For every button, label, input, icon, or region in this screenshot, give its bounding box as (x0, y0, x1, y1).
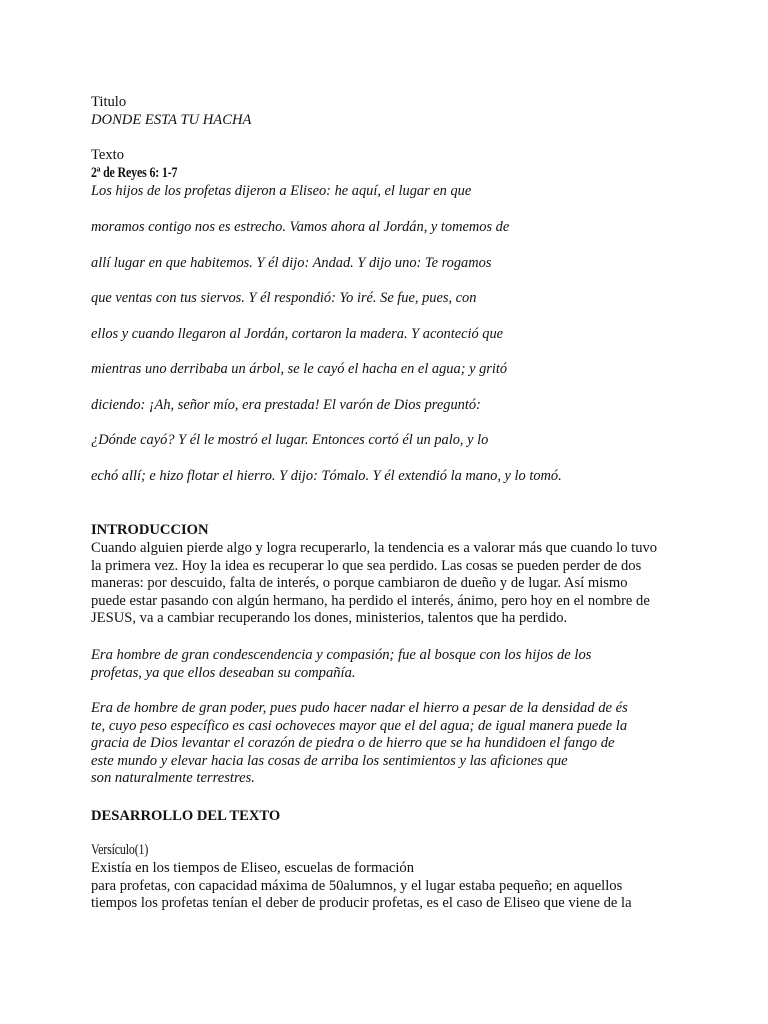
intro-p3-line: gracia de Dios levantar el corazón de piedra o de hierro que se ha hundidoen el fango de (91, 735, 615, 752)
desarrollo-line: para profetas, con capacidad máxima de 50alumnos, y el lugar estaba pequeño; en aquellos (91, 877, 623, 894)
desarrollo-line: tiempos los profetas tenían el deber de producir profetas, es el caso de Eliseo que viene de la (91, 895, 632, 912)
verse-line-4: que ventas con tus siervos. Y él respondió: Yo iré. Se fue, pues, con (91, 290, 477, 306)
intro-p1-line: Cuando alguien pierde algo y logra recuperarlo, la tendencia es a valorar más que cuando lo tuvo (91, 540, 658, 556)
introduccion-paragraph-3 (91, 700, 681, 788)
intro-p3-line: te, cuyo peso específico es casi ochoveces mayor que el del agua; de igual manera puede la (91, 717, 628, 734)
intro-p2-line: Era hombre de gran condescendencia y compasión; fue al bosque con los hijos de los (91, 647, 592, 663)
desarrollo-heading: DESARROLLO DEL TEXTO (91, 808, 281, 824)
texto-reference (91, 165, 196, 183)
desarrollo-paragraph (91, 860, 681, 913)
verse-line-3: allí lugar en que habitemos. Y él dijo: Andad. Y dijo uno: Te rogamos (91, 255, 492, 271)
titulo-label: Titulo (91, 94, 127, 110)
verse-line-5: ellos y cuando llegaron al Jordán, cortaron la madera. Y aconteció que (91, 326, 504, 342)
intro-p1-line: JESUS, va a cambiar recuperando los dones, ministerios, talentos que ha perdido. (91, 610, 568, 627)
desarrollo-line: Existía en los tiempos de Eliseo, escuelas de formación (91, 860, 415, 876)
introduccion-heading: INTRODUCCION (91, 522, 209, 538)
introduccion-paragraph-1 (91, 540, 681, 628)
intro-p2-line: profetas, ya que ellos deseaban su compañía. (91, 664, 356, 681)
introduccion-paragraph-2 (91, 647, 681, 682)
verse-line-8: ¿Dónde cayó? Y él le mostró el lugar. Entonces cortó él un palo, y lo (91, 432, 489, 448)
intro-p1-line: maneras: por descuido, falta de interés, o porque cambiaron de dueño y de lugar. Así mismo (91, 575, 628, 592)
verse-line-7: diciendo: ¡Ah, señor mío, era prestada! El varón de Dios preguntó: (91, 397, 481, 413)
reference-text: 2ª de Reyes 6: 1-7 (91, 165, 178, 181)
versiculo-text: Versículo(1) (91, 842, 149, 858)
verse-line-6: mientras uno derribaba un árbol, se le cayó el hacha en el agua; y gritó (91, 361, 508, 377)
versiculo-subheading (91, 842, 161, 860)
intro-p1-line: puede estar pasando con algún hermano, ha perdido el interés, ánimo, pero hoy en el nombre de (91, 592, 650, 609)
intro-p1-line: la primera vez. Hoy la idea es recuperar lo que sea perdido. Las cosas se pueden perder de dos (91, 557, 642, 574)
verse-line-1: Los hijos de los profetas dijeron a Eliseo: he aquí, el lugar en que (91, 183, 472, 199)
texto-label: Texto (91, 147, 125, 163)
verse-line-9: echó allí; e hizo flotar el hierro. Y dijo: Tómalo. Y él extendió la mano, y lo tomó. (91, 468, 562, 484)
verse-line-2: moramos contigo nos es estrecho. Vamos ahora al Jordán, y tomemos de (91, 219, 510, 235)
intro-p3-line: son naturalmente terrestres. (91, 770, 255, 787)
titulo-value: DONDE ESTA TU HACHA (91, 112, 252, 128)
intro-p3-line: este mundo y elevar hacia las cosas de arriba los sentimientos y las aficiones que (91, 752, 568, 769)
intro-p3-line: Era de hombre de gran poder, pues pudo hacer nadar el hierro a pesar de la densidad de és (91, 700, 628, 716)
